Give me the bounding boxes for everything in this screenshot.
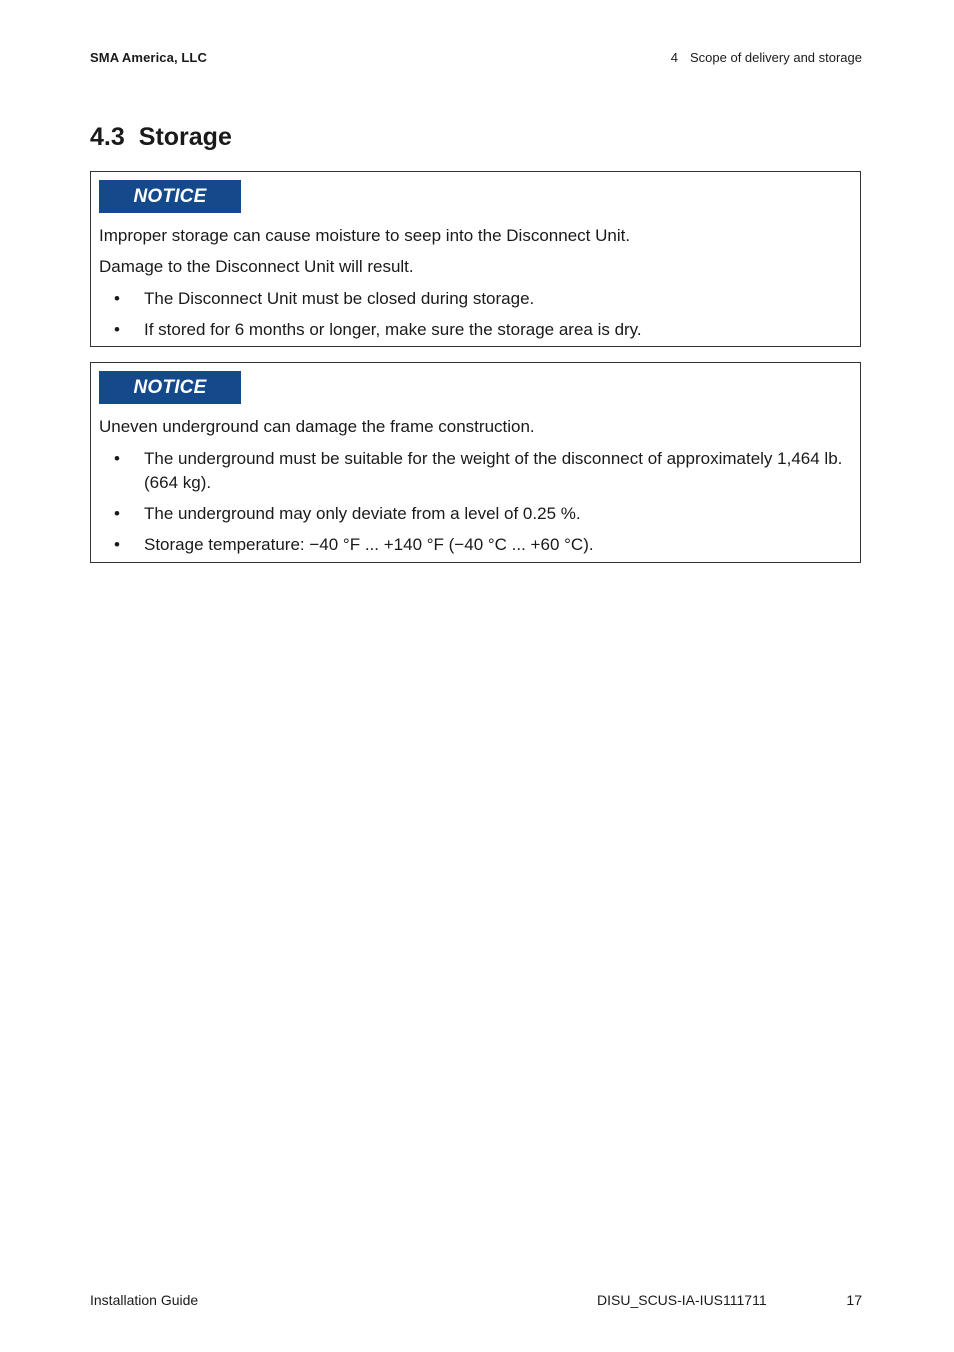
notice-paragraph: Damage to the Disconnect Unit will result. — [99, 257, 414, 276]
page-header-company: SMA America, LLC — [90, 50, 207, 65]
section-heading — [90, 123, 232, 152]
list-item — [99, 533, 852, 557]
chapter-title: Scope of delivery and storage — [690, 50, 862, 65]
notice-label: NOTICE — [99, 371, 241, 404]
page-header-chapter — [671, 50, 862, 65]
section-title: Storage — [138, 123, 232, 151]
bullet-icon: • — [114, 320, 120, 339]
notice-paragraph: Uneven underground can damage the frame construction. — [99, 417, 535, 436]
section-number: 4.3 — [90, 123, 125, 151]
bullet-text: The underground must be suitable for the weight of the disconnect of approximately 1,464 lb. (664 kg). — [144, 449, 843, 492]
bullet-text: Storage temperature: −40 °F ... +140 °F (−40 °C ... +60 °C). — [144, 535, 594, 554]
list-item — [99, 447, 852, 495]
list-item — [99, 502, 852, 526]
bullet-icon: • — [114, 289, 120, 308]
bullet-icon: • — [114, 504, 120, 523]
notice-label: NOTICE — [99, 180, 241, 213]
notice-box-moisture — [90, 171, 861, 347]
notice-paragraph: Improper storage can cause moisture to seep into the Disconnect Unit. — [99, 226, 631, 245]
footer-doc-type: Installation Guide — [90, 1292, 199, 1308]
bullet-text: If stored for 6 months or longer, make sure the storage area is dry. — [144, 320, 642, 339]
list-item — [99, 287, 852, 311]
bullet-text: The underground may only deviate from a level of 0.25 %. — [144, 504, 581, 523]
bullet-text: The Disconnect Unit must be closed during storage. — [144, 289, 535, 308]
bullet-icon: • — [114, 535, 120, 554]
notice-box-underground — [90, 362, 861, 563]
notice-bullet-list — [99, 447, 852, 557]
footer-doc-code: DISU_SCUS-IA-IUS111711 — [597, 1292, 767, 1308]
list-item — [99, 318, 852, 342]
chapter-number: 4 — [670, 50, 678, 65]
bullet-icon: • — [114, 449, 120, 468]
footer-page-number: 17 — [846, 1292, 862, 1308]
notice-bullet-list — [99, 287, 852, 342]
